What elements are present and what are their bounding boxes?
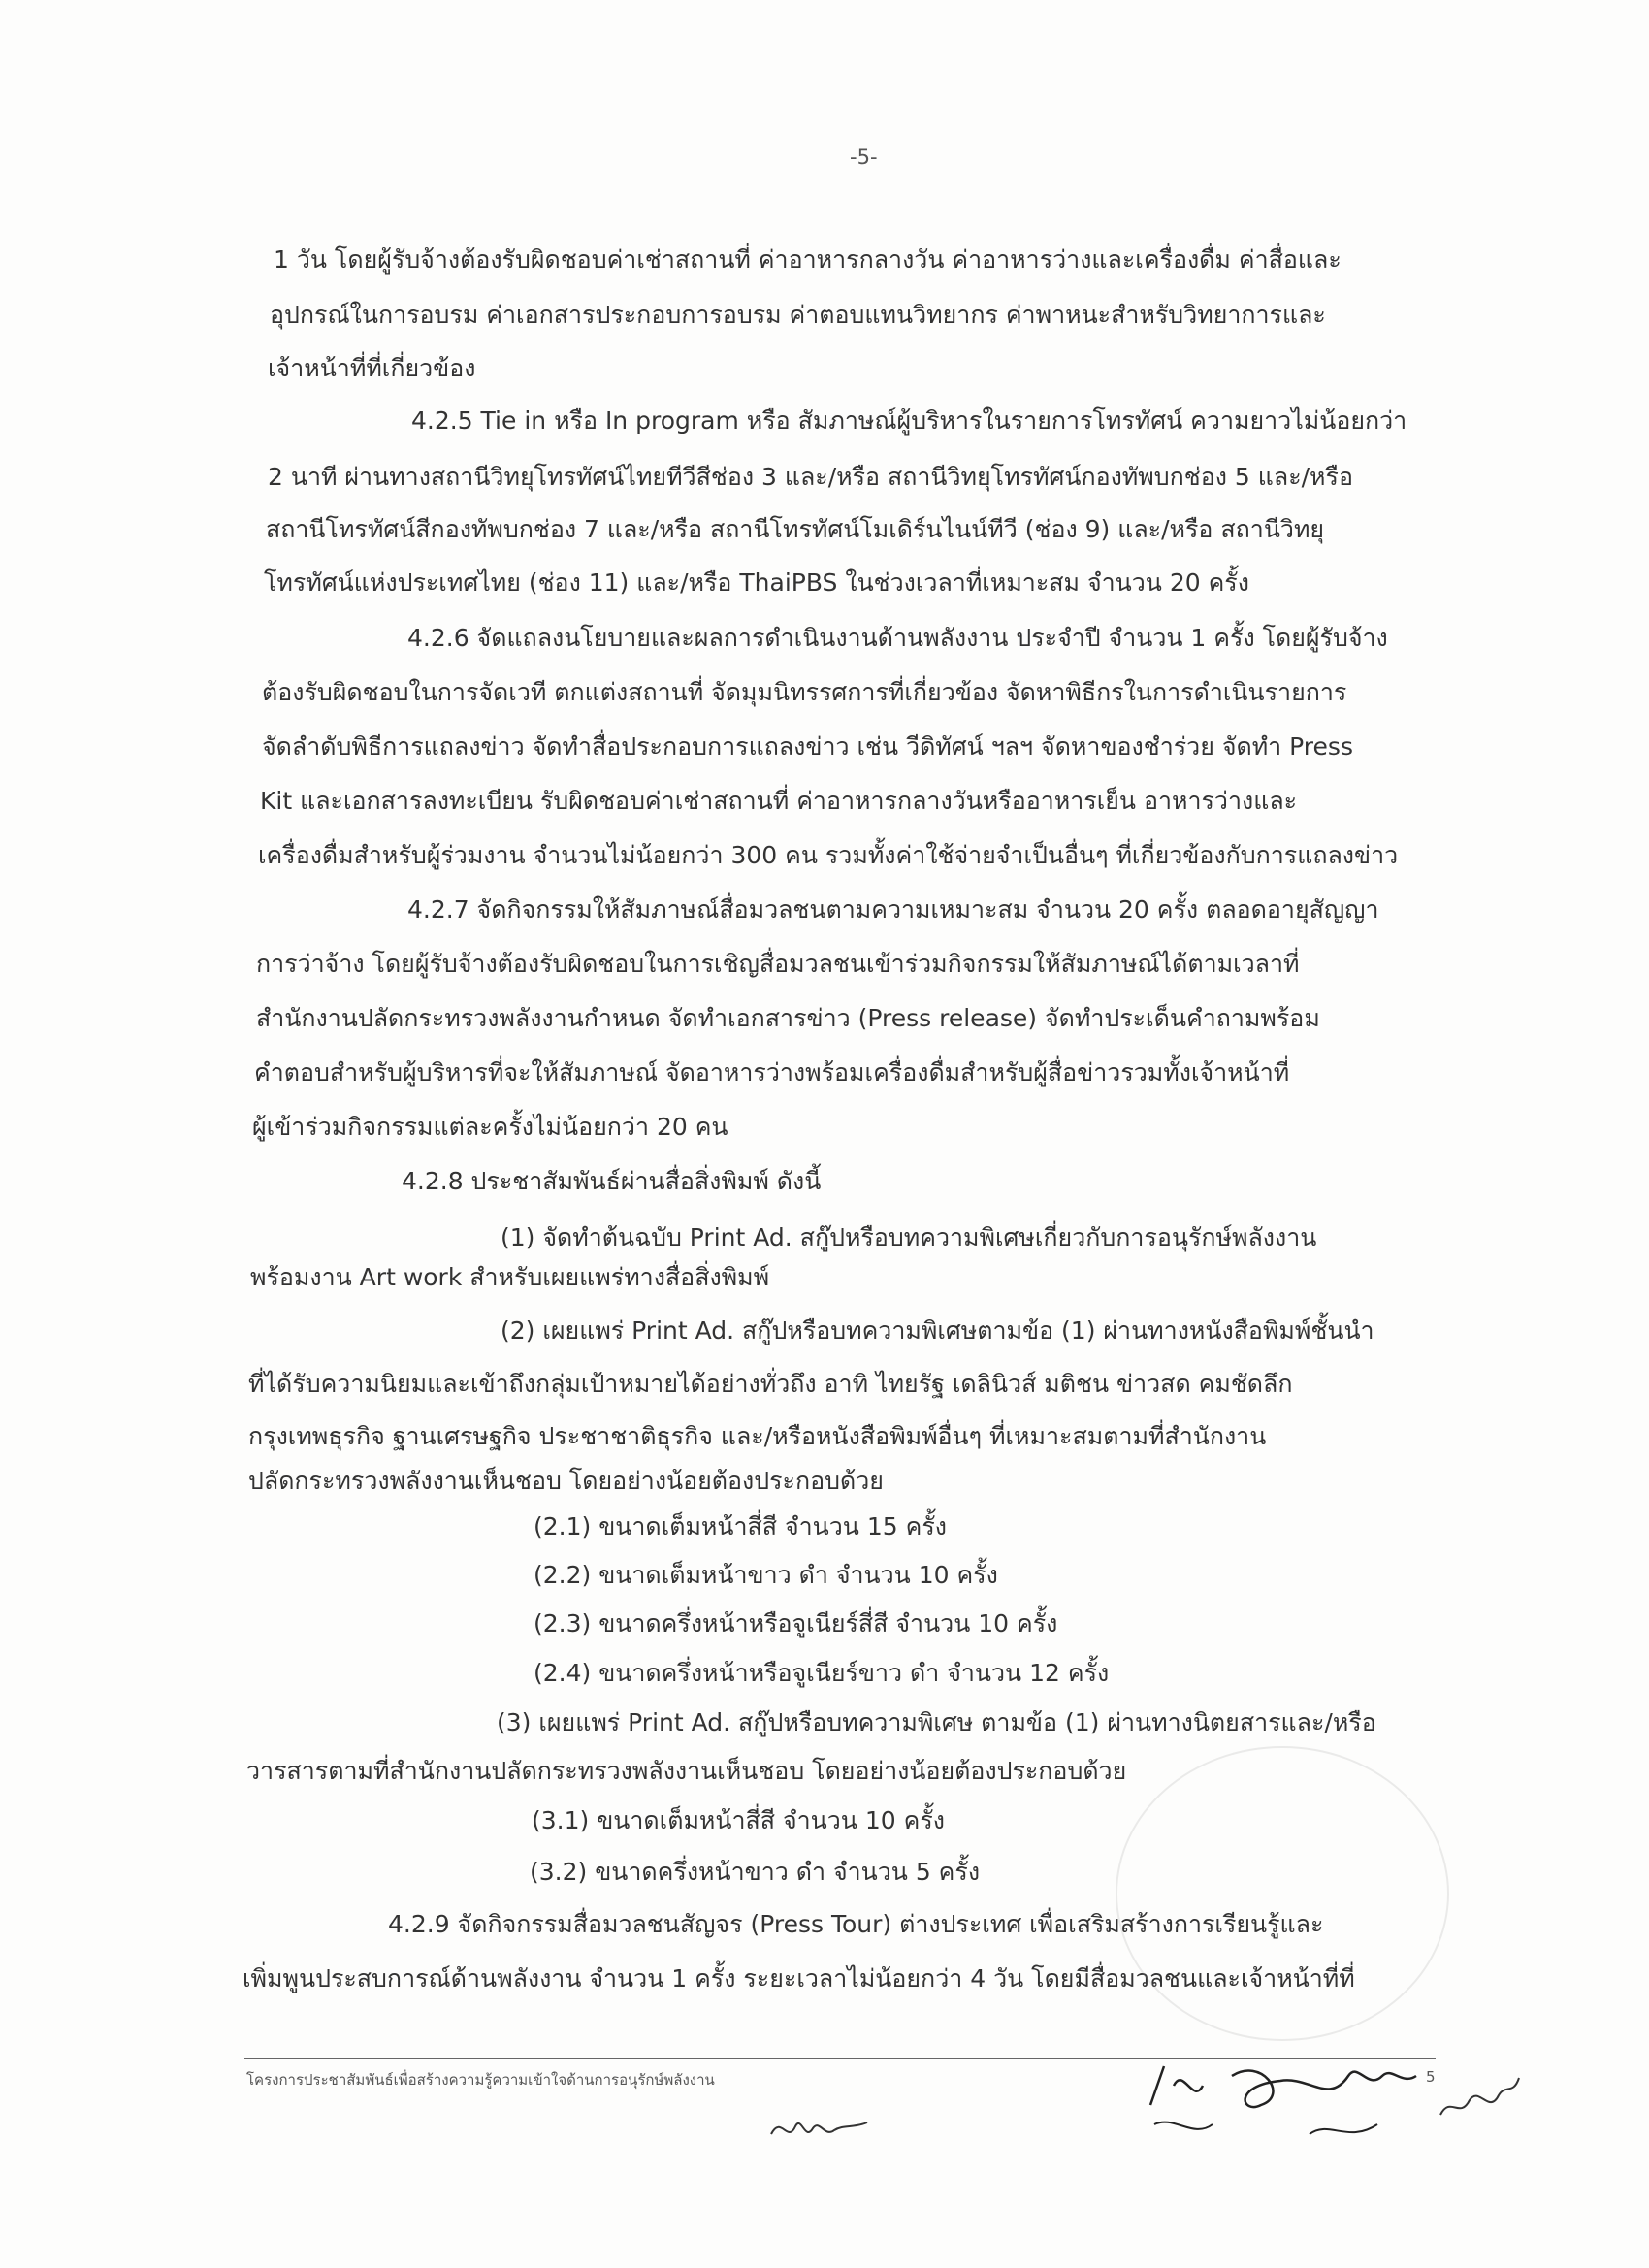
body-text-line: การว่าจ้าง โดยผู้รับจ้างต้องรับผิดชอบในการเชิญสื่อมวลชนเข้าร่วมกิจกรรมให้สัมภาษณ์ได้ตามเวลาที่ — [256, 950, 1300, 978]
body-text-line: เครื่องดื่มสำหรับผู้ร่วมงาน จำนวนไม่น้อยกว่า 300 คน รวมทั้งค่าใช้จ่ายจำเป็นอื่นๆ ที่เกี่ยวข้องกับการแถลงข่าว — [258, 841, 1399, 869]
body-text-line: (3.2) ขนาดครึ่งหน้าขาว ดำ จำนวน 5 ครั้ง — [530, 1858, 981, 1886]
body-text-line: (1) จัดทำต้นฉบับ Print Ad. สกู๊ปหรือบทความพิเศษเกี่ยวกับการอนุรักษ์พลังงาน — [501, 1223, 1317, 1251]
body-text-line: ปลัดกระทรวงพลังงานเห็นชอบ โดยอย่างน้อยต้องประกอบด้วย — [248, 1467, 884, 1495]
body-text-line: กรุงเทพธุรกิจ ฐานเศรษฐกิจ ประชาชาติธุรกิจ และ/หรือหนังสือพิมพ์อื่นๆ ที่เหมาะสมตามที่สำนักงาน — [248, 1422, 1267, 1450]
body-text-line: 4.2.6 จัดแถลงนโยบายและผลการดำเนินงานด้านพลังงาน ประจำปี จำนวน 1 ครั้ง โดยผู้รับจ้าง — [407, 624, 1388, 652]
body-text-line: คำตอบสำหรับผู้บริหารที่จะให้สัมภาษณ์ จัดอาหารว่างพร้อมเครื่องดื่มสำหรับผู้สื่อข่าวรวมทั้งเจ้าหน้าที่ — [254, 1058, 1290, 1086]
body-text-line: วารสารตามที่สำนักงานปลัดกระทรวงพลังงานเห็นชอบ โดยอย่างน้อยต้องประกอบด้วย — [246, 1757, 1127, 1785]
body-text-line: (2.3) ขนาดครึ่งหน้าหรือจูเนียร์สี่สี จำนวน 10 ครั้ง — [534, 1609, 1058, 1637]
body-text-line: (2.1) ขนาดเต็มหน้าสี่สี จำนวน 15 ครั้ง — [534, 1512, 947, 1540]
body-text-line: (3) เผยแพร่ Print Ad. สกู๊ปหรือบทความพิเศษ ตามข้อ (1) ผ่านทางนิตยสารและ/หรือ — [497, 1708, 1376, 1736]
body-text-line: 4.2.9 จัดกิจกรรมสื่อมวลชนสัญจร (Press Tour) ต่างประเทศ เพื่อเสริมสร้างการเรียนรู้และ — [388, 1910, 1324, 1938]
body-text-line: (3.1) ขนาดเต็มหน้าสี่สี จำนวน 10 ครั้ง — [532, 1806, 945, 1834]
body-text-line: เพิ่มพูนประสบการณ์ด้านพลังงาน จำนวน 1 ครั้ง ระยะเวลาไม่น้อยกว่า 4 วัน โดยมีสื่อมวลชนและเจ้าหน้าที่ที่ — [242, 1964, 1355, 1993]
signature-left — [766, 2105, 873, 2154]
footer-page-number: 5 — [1426, 2068, 1436, 2086]
body-text-line: โทรทัศน์แห่งประเทศไทย (ช่อง 11) และ/หรือ ThaiPBS ในช่วงเวลาที่เหมาะสม จำนวน 20 ครั้ง — [264, 568, 1249, 597]
body-text-line: 2 นาที ผ่านทางสถานีวิทยุโทรทัศน์ไทยทีวีสีช่อง 3 และ/หรือ สถานีวิทยุโทรทัศน์กองทัพบกช่อง 5 และ/หรือ — [268, 463, 1353, 491]
body-text-line: 4.2.8 ประชาสัมพันธ์ผ่านสื่อสิ่งพิมพ์ ดังนี้ — [402, 1167, 822, 1195]
body-text-line: (2.2) ขนาดเต็มหน้าขาว ดำ จำนวน 10 ครั้ง — [534, 1561, 998, 1589]
body-text-line: 4.2.5 Tie in หรือ In program หรือ สัมภาษณ์ผู้บริหารในรายการโทรทัศน์ ความยาวไม่น้อยกว่า — [411, 406, 1407, 435]
page-number: -5- — [850, 146, 878, 169]
body-text-line: สถานีโทรทัศน์สีกองทัพบกช่อง 7 และ/หรือ สถานีโทรทัศน์โมเดิร์นไนน์ทีวี (ช่อง 9) และ/หรือ สถานีวิทยุ — [266, 515, 1325, 543]
body-text-line: ที่ได้รับความนิยมและเข้าถึงกลุ่มเป้าหมายได้อย่างทั่วถึง อาทิ ไทยรัฐ เดลินิวส์ มติชน ข่าวสด คมชัดลึก — [248, 1370, 1293, 1398]
body-text-line: ต้องรับผิดชอบในการจัดเวที ตกแต่งสถานที่ จัดมุมนิทรรศการที่เกี่ยวข้อง จัดหาพิธีกรในการดำเนินรายการ — [262, 678, 1347, 706]
faded-stamp-seal — [1116, 1746, 1449, 2041]
body-text-line: ผู้เข้าร่วมกิจกรรมแต่ละครั้งไม่น้อยกว่า 20 คน — [252, 1113, 728, 1141]
body-text-line: สำนักงานปลัดกระทรวงพลังงานกำหนด จัดทำเอกสารข่าว (Press release) จัดทำประเด็นคำถามพร้อม — [256, 1004, 1320, 1032]
body-text-line: 4.2.7 จัดกิจกรรมให้สัมภาษณ์สื่อมวลชนตามความเหมาะสม จำนวน 20 ครั้ง ตลอดอายุสัญญา — [407, 895, 1379, 923]
body-text-line: จัดลำดับพิธีการแถลงข่าว จัดทำสื่อประกอบการแถลงข่าว เช่น วีดิทัศน์ ฯลฯ จัดหาของชำร่วย จัดทำ Press — [262, 732, 1353, 761]
signature-right — [1436, 2066, 1523, 2134]
body-text-line: พร้อมงาน Art work สำหรับเผยแพร่ทางสื่อสิ่งพิมพ์ — [250, 1263, 770, 1291]
body-text-line: Kit และเอกสารลงทะเบียน รับผิดชอบค่าเช่าสถานที่ ค่าอาหารกลางวันหรืออาหารเย็น อาหารว่างและ — [260, 787, 1298, 815]
body-text-line: 1 วัน โดยผู้รับจ้างต้องรับผิดชอบค่าเช่าสถานที่ ค่าอาหารกลางวัน ค่าอาหารว่างและเครื่องดื่ม ค่าสื่อและ — [274, 245, 1342, 274]
footer-project-title: โครงการประชาสัมพันธ์เพื่อสร้างความรู้ความเข้าใจด้านการอนุรักษ์พลังงาน — [246, 2071, 715, 2089]
body-text-line: เจ้าหน้าที่ที่เกี่ยวข้อง — [268, 354, 476, 382]
body-text-line: (2.4) ขนาดครึ่งหน้าหรือจูเนียร์ขาว ดำ จำนวน 12 ครั้ง — [534, 1659, 1110, 1687]
body-text-line: (2) เผยแพร่ Print Ad. สกู๊ปหรือบทความพิเศษตามข้อ (1) ผ่านทางหนังสือพิมพ์ชั้นนำ — [501, 1316, 1374, 1345]
signature-center — [1145, 2047, 1436, 2154]
body-text-line: อุปกรณ์ในการอบรม ค่าเอกสารประกอบการอบรม ค่าตอบแทนวิทยากร ค่าพาหนะสำหรับวิทยาการและ — [270, 301, 1326, 329]
